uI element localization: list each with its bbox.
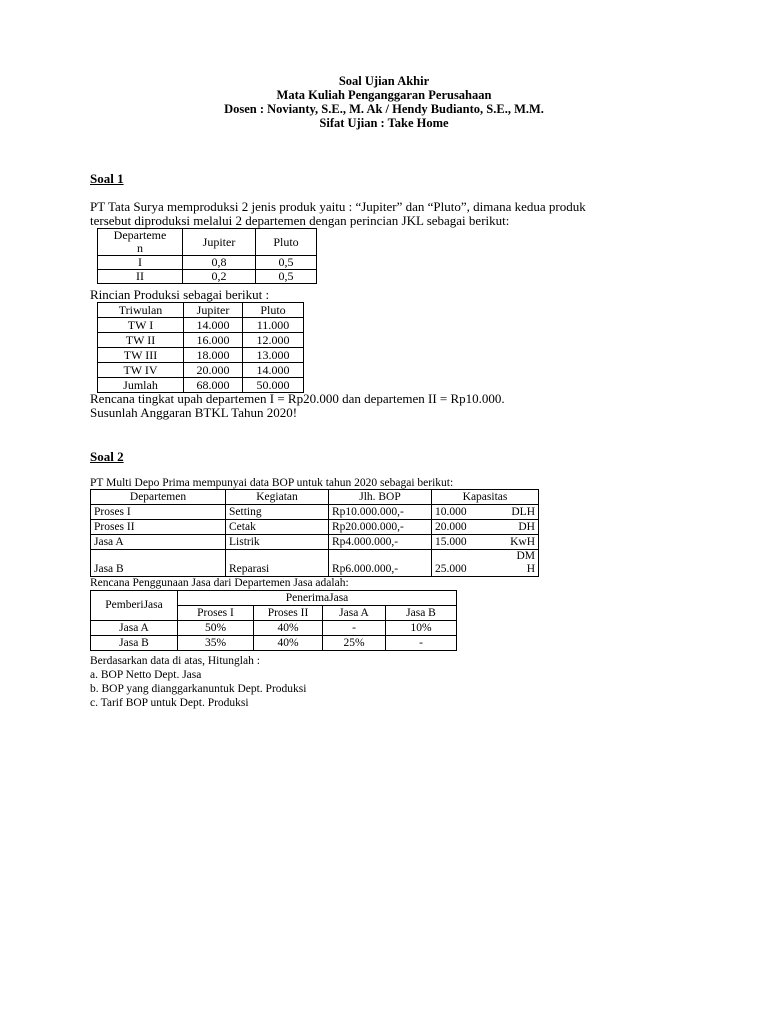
jasa-cell-jasa-a: 25% bbox=[323, 636, 386, 651]
lecturers: Dosen : Novianty, S.E., M. Ak / Hendy Budianto, S.E., M.M. bbox=[224, 102, 544, 116]
prod-cell-jupiter: 16.000 bbox=[184, 333, 243, 348]
exam-title: Soal Ujian Akhir bbox=[338, 74, 430, 88]
susun-instruction: Susunlah Anggaran BTKL Tahun 2020! bbox=[90, 405, 298, 420]
jkl-header-dept-line1: Departeme bbox=[113, 228, 167, 242]
table-row bbox=[98, 363, 304, 378]
jasa-header-penerima: PenerimaJasa bbox=[178, 591, 457, 606]
bop-header-jlh: Jlh. BOP bbox=[329, 490, 432, 505]
prod-cell-pluto: 12.000 bbox=[243, 333, 304, 348]
bop-kap-unit: H bbox=[526, 563, 535, 575]
jkl-header-jupiter: Jupiter bbox=[183, 229, 256, 256]
bop-kap-unit: DM bbox=[516, 550, 535, 562]
prod-cell-tw: TW IV bbox=[98, 363, 184, 378]
prod-header-jupiter: Jupiter bbox=[184, 303, 243, 318]
prod-header-pluto: Pluto bbox=[243, 303, 304, 318]
prod-cell-pluto: 13.000 bbox=[243, 348, 304, 363]
jasa-header-jasa-a: Jasa A bbox=[323, 606, 386, 621]
jkl-header-row bbox=[98, 229, 317, 256]
prod-cell-tw: TW I bbox=[98, 318, 184, 333]
jasa-header-proses1: Proses I bbox=[178, 606, 254, 621]
prod-cell-jupiter: 20.000 bbox=[184, 363, 243, 378]
table-row bbox=[91, 535, 539, 550]
question-a: a. BOP Netto Dept. Jasa bbox=[90, 669, 202, 681]
table-row bbox=[98, 348, 304, 363]
bop-kap-value: 20.000 bbox=[435, 520, 467, 533]
jasa-cell-proses1: 50% bbox=[178, 621, 254, 636]
table-row bbox=[91, 550, 539, 577]
bop-header-row bbox=[91, 490, 539, 505]
bop-cell-kapasitas bbox=[432, 520, 539, 535]
bop-cell-kapasitas bbox=[432, 550, 539, 577]
exam-nature: Sifat Ujian : Take Home bbox=[319, 116, 449, 130]
table-row bbox=[91, 520, 539, 535]
jasa-cell-proses1: 35% bbox=[178, 636, 254, 651]
bop-cell-kegiatan: Cetak bbox=[226, 520, 329, 535]
bop-cell-dept: Jasa A bbox=[91, 535, 226, 550]
bop-cell-jlh: Rp10.000.000,- bbox=[329, 505, 432, 520]
berdasarkan-label: Berdasarkan data di atas, Hitunglah : bbox=[90, 655, 260, 667]
question-c: c. Tarif BOP untuk Dept. Produksi bbox=[90, 697, 249, 709]
prod-cell-jupiter: 18.000 bbox=[184, 348, 243, 363]
bop-header-dept: Departemen bbox=[91, 490, 226, 505]
bop-cell-jlh: Rp20.000.000,- bbox=[329, 520, 432, 535]
bop-kap-unit: DH bbox=[518, 520, 535, 533]
prod-cell-jupiter: 14.000 bbox=[184, 318, 243, 333]
prod-cell-pluto: 14.000 bbox=[243, 363, 304, 378]
jkl-header-dept bbox=[98, 229, 183, 256]
bop-kap-value: 15.000 bbox=[435, 535, 467, 548]
bop-cell-dept: Jasa B bbox=[91, 550, 226, 577]
production-header-row bbox=[98, 303, 304, 318]
jasa-header-proses2: Proses II bbox=[254, 606, 323, 621]
bop-table bbox=[90, 489, 539, 577]
production-table bbox=[97, 302, 304, 393]
jkl-cell-pluto: 0,5 bbox=[256, 270, 317, 284]
jkl-cell-dept: I bbox=[98, 256, 183, 270]
jasa-cell-proses2: 40% bbox=[254, 636, 323, 651]
prod-cell-pluto: 11.000 bbox=[243, 318, 304, 333]
jasa-usage-table bbox=[90, 590, 457, 651]
jkl-header-dept-line2: n bbox=[137, 241, 143, 255]
prod-cell-tw: TW II bbox=[98, 333, 184, 348]
jasa-cell-jasa-b: - bbox=[386, 636, 457, 651]
bop-kap-unit: KwH bbox=[510, 535, 535, 548]
bop-cell-jlh: Rp4.000.000,- bbox=[329, 535, 432, 550]
jasa-header-jasa-b: Jasa B bbox=[386, 606, 457, 621]
table-row bbox=[91, 505, 539, 520]
jkl-cell-pluto: 0,5 bbox=[256, 256, 317, 270]
soal2-title: Soal 2 bbox=[90, 449, 124, 464]
table-row bbox=[91, 636, 457, 651]
jkl-cell-jupiter: 0,8 bbox=[183, 256, 256, 270]
prod-cell-tw: Jumlah bbox=[98, 378, 184, 393]
table-row bbox=[98, 256, 317, 270]
jasa-cell-jasa-a: - bbox=[323, 621, 386, 636]
bop-cell-kegiatan: Setting bbox=[226, 505, 329, 520]
course-name: Mata Kuliah Penganggaran Perusahaan bbox=[276, 88, 492, 102]
bop-kap-value: 25.000 bbox=[435, 563, 467, 575]
jasa-cell-pemberi: Jasa B bbox=[91, 636, 178, 651]
table-row bbox=[91, 621, 457, 636]
prod-header-triwulan: Triwulan bbox=[98, 303, 184, 318]
bop-cell-dept: Proses II bbox=[91, 520, 226, 535]
table-row bbox=[98, 333, 304, 348]
jasa-cell-pemberi: Jasa A bbox=[91, 621, 178, 636]
bop-header-kapasitas: Kapasitas bbox=[432, 490, 539, 505]
soal1-intro-line1: PT Tata Surya memproduksi 2 jenis produk yaitu : “Jupiter” dan “Pluto”, dimana kedua produk bbox=[90, 199, 586, 214]
table-row bbox=[98, 270, 317, 284]
jasa-cell-jasa-b: 10% bbox=[386, 621, 457, 636]
bop-cell-kapasitas bbox=[432, 535, 539, 550]
jkl-header-pluto: Pluto bbox=[256, 229, 317, 256]
jkl-table bbox=[97, 228, 317, 284]
bop-cell-kapasitas bbox=[432, 505, 539, 520]
bop-header-kegiatan: Kegiatan bbox=[226, 490, 329, 505]
jkl-cell-dept: II bbox=[98, 270, 183, 284]
bop-kap-value: 10.000 bbox=[435, 505, 467, 518]
bop-kap-unit: DLH bbox=[511, 505, 535, 518]
jasa-header-pemberi: PemberiJasa bbox=[91, 591, 178, 621]
jasa-header-row bbox=[91, 591, 457, 606]
bop-cell-dept: Proses I bbox=[91, 505, 226, 520]
question-b: b. BOP yang dianggarkanuntuk Dept. Produksi bbox=[90, 683, 307, 695]
soal1-title: Soal 1 bbox=[90, 171, 124, 186]
soal2-intro: PT Multi Depo Prima mempunyai data BOP untuk tahun 2020 sebagai berikut: bbox=[90, 477, 454, 489]
rincian-label: Rincian Produksi sebagai berikut : bbox=[90, 287, 270, 302]
rencana-penggunaan-label: Rencana Penggunaan Jasa dari Departemen Jasa adalah: bbox=[90, 577, 349, 589]
table-row bbox=[98, 318, 304, 333]
bop-cell-kegiatan: Reparasi bbox=[226, 550, 329, 577]
bop-cell-jlh: Rp6.000.000,- bbox=[329, 550, 432, 577]
prod-cell-jupiter: 68.000 bbox=[184, 378, 243, 393]
rencana-upah: Rencana tingkat upah departemen I = Rp20.000 dan departemen II = Rp10.000. bbox=[90, 391, 505, 406]
prod-cell-tw: TW III bbox=[98, 348, 184, 363]
soal1-intro-line2: tersebut diproduksi melalui 2 departemen dengan perincian JKL sebagai berikut: bbox=[90, 213, 510, 228]
bop-cell-kegiatan: Listrik bbox=[226, 535, 329, 550]
jkl-cell-jupiter: 0,2 bbox=[183, 270, 256, 284]
prod-cell-pluto: 50.000 bbox=[243, 378, 304, 393]
jasa-cell-proses2: 40% bbox=[254, 621, 323, 636]
